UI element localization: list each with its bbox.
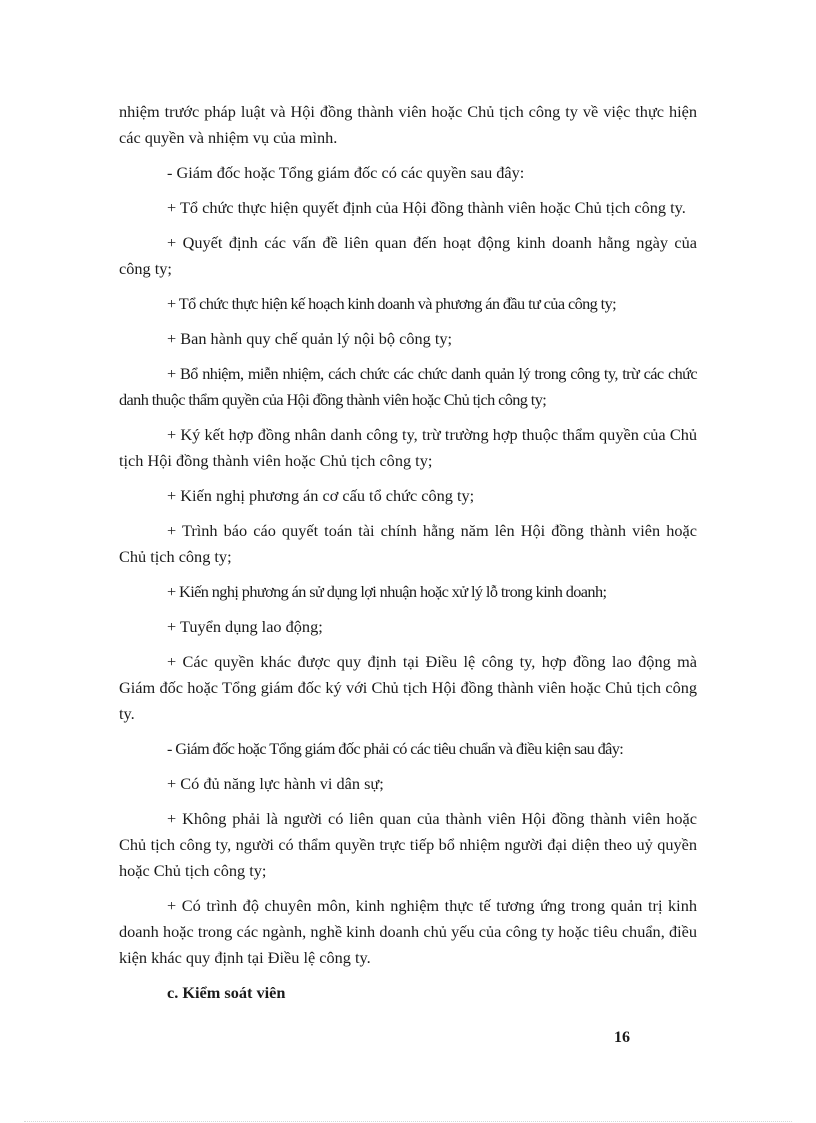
paragraph-director-rights-intro: - Giám đốc hoặc Tổng giám đốc có các quyền sau đây: [167, 163, 525, 182]
page-bottom-divider [24, 1121, 792, 1122]
list-item: + Kiến nghị phương án sử dụng lợi nhuận hoặc xử lý lỗ trong kinh doanh; [167, 582, 607, 601]
list-item: + Ký kết hợp đồng nhân danh công ty, trừ trường hợp thuộc thẩm quyền của Chủ tịch Hội đồng thành viên hoặc Chủ tịch công ty; [119, 425, 697, 470]
list-item: + Không phải là người có liên quan của thành viên Hội đồng thành viên hoặc Chủ tịch công ty, người có thẩm quyền trực tiếp bổ nhiệm người đại diện theo uỷ quyền hoặc Chủ tịch công ty; [119, 809, 697, 880]
paragraph-continuation: nhiệm trước pháp luật và Hội đồng thành viên hoặc Chủ tịch công ty về việc thực hiện các quyền và nhiệm vụ của mình. [119, 102, 697, 147]
list-item: + Ban hành quy chế quản lý nội bộ công ty; [167, 329, 453, 348]
list-item: + Tổ chức thực hiện kế hoạch kinh doanh và phương án đầu tư của công ty; [167, 294, 617, 313]
body-text [119, 99, 697, 1006]
list-item: + Tổ chức thực hiện quyết định của Hội đồng thành viên hoặc Chủ tịch công ty. [167, 198, 686, 217]
list-item: + Tuyển dụng lao động; [167, 617, 323, 636]
list-item: + Có trình độ chuyên môn, kinh nghiệm thực tế tương ứng trong quản trị kinh doanh hoặc trong các ngành, nghề kinh doanh chủ yếu của công ty hoặc tiêu chuẩn, điều kiện khác quy định tại Điều lệ công ty. [119, 896, 697, 967]
list-item: + Kiến nghị phương án cơ cấu tổ chức công ty; [167, 486, 475, 505]
paragraph-director-requirements-intro: - Giám đốc hoặc Tổng giám đốc phải có các tiêu chuẩn và điều kiện sau đây: [167, 739, 624, 758]
section-heading: c. Kiểm soát viên [167, 983, 286, 1002]
list-item: + Bổ nhiệm, miễn nhiệm, cách chức các chức danh quản lý trong công ty, trừ các chức danh thuộc thẩm quyền của Hội đồng thành viên hoặc Chủ tịch công ty; [119, 364, 697, 409]
list-item: + Các quyền khác được quy định tại Điều lệ công ty, hợp đồng lao động mà Giám đốc hoặc Tổng giám đốc ký với Chủ tịch Hội đồng thành viên hoặc Chủ tịch công ty. [119, 652, 697, 723]
list-item: + Có đủ năng lực hành vi dân sự; [167, 774, 384, 793]
list-item: + Trình báo cáo quyết toán tài chính hằng năm lên Hội đồng thành viên hoặc Chủ tịch công ty; [119, 521, 697, 566]
list-item: + Quyết định các vấn đề liên quan đến hoạt động kinh doanh hằng ngày của công ty; [119, 233, 697, 278]
page-number: 16 [614, 1029, 630, 1046]
